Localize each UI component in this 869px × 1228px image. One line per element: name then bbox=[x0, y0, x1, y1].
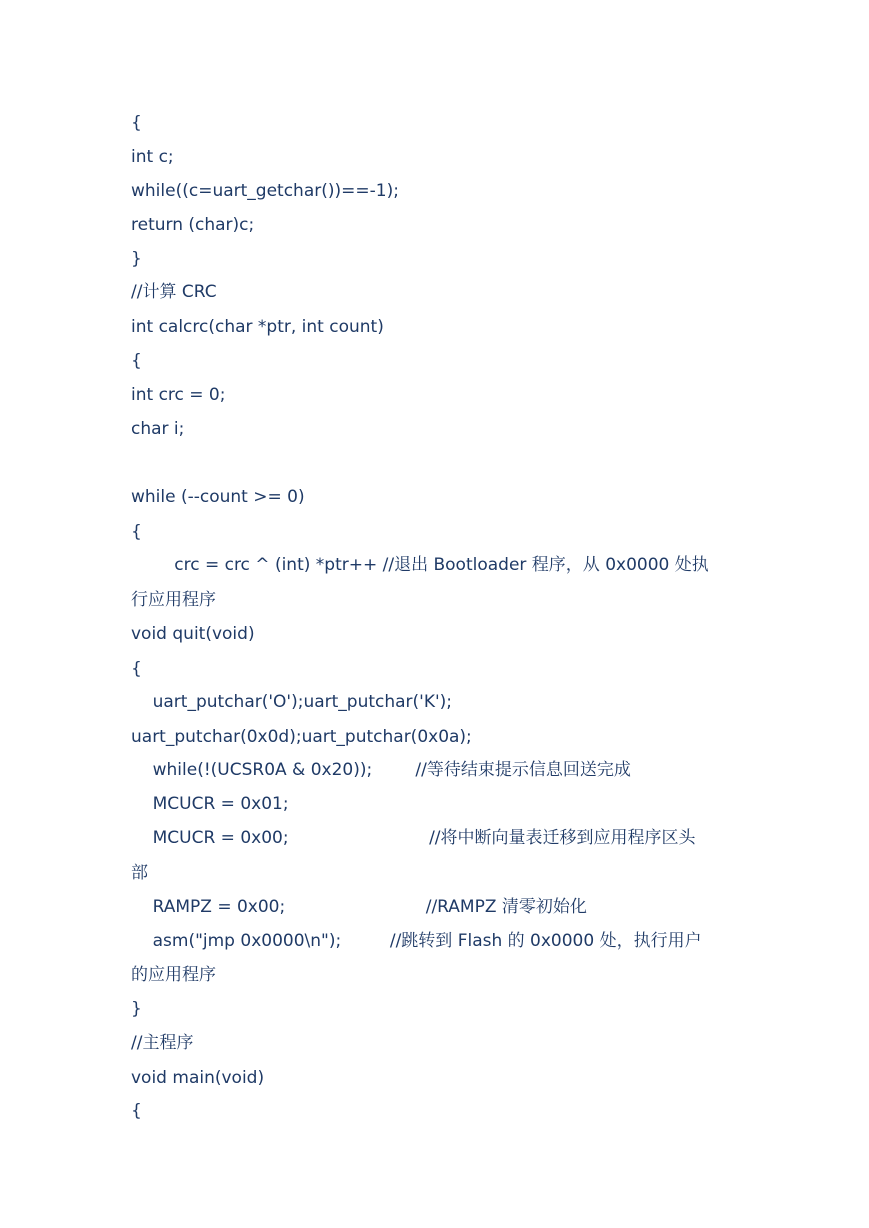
code-comment: //主程序 bbox=[131, 1033, 194, 1053]
code-line: RAMPZ = 0x00; //RAMPZ 清零初始化 bbox=[131, 897, 587, 917]
code-line: crc = crc ^ (int) *ptr++ //退出 Bootloader 程序，从 0x0000 处执 bbox=[131, 555, 709, 575]
code-line: return (char)c; bbox=[131, 215, 255, 235]
code-line: MCUCR = 0x00; //将中断向量表迁移到应用程序区头 bbox=[131, 828, 696, 848]
code-line: } bbox=[131, 249, 142, 269]
code-line: 行应用程序 bbox=[131, 590, 216, 610]
code-line: void main(void) bbox=[131, 1068, 265, 1088]
code-line: { bbox=[131, 351, 142, 371]
code-comment: //计算 CRC bbox=[131, 282, 217, 302]
code-line: uart_putchar('O');uart_putchar('K'); bbox=[131, 692, 453, 712]
code-line: { bbox=[131, 113, 142, 133]
code-line: int calcrc(char *ptr, int count) bbox=[131, 317, 384, 337]
code-line: { bbox=[131, 522, 142, 542]
code-line: int c; bbox=[131, 147, 174, 167]
code-line: 的应用程序 bbox=[131, 965, 216, 985]
code-line: 部 bbox=[131, 863, 148, 883]
code-line: while (--count >= 0) bbox=[131, 487, 305, 507]
code-line: while((c=uart_getchar())==-1); bbox=[131, 181, 399, 201]
code-line: char i; bbox=[131, 419, 185, 439]
code-line: void quit(void) bbox=[131, 624, 255, 644]
code-line: while(!(UCSR0A & 0x20)); //等待结束提示信息回送完成 bbox=[131, 760, 631, 780]
code-line: MCUCR = 0x01; bbox=[131, 794, 289, 814]
code-line: { bbox=[131, 1101, 142, 1121]
code-line: uart_putchar(0x0d);uart_putchar(0x0a); bbox=[131, 727, 472, 747]
code-line: int crc = 0; bbox=[131, 385, 226, 405]
code-line: { bbox=[131, 659, 142, 679]
code-line: } bbox=[131, 999, 142, 1019]
code-line: asm("jmp 0x0000\n"); //跳转到 Flash 的 0x0000 处，执行用户 bbox=[131, 931, 702, 951]
